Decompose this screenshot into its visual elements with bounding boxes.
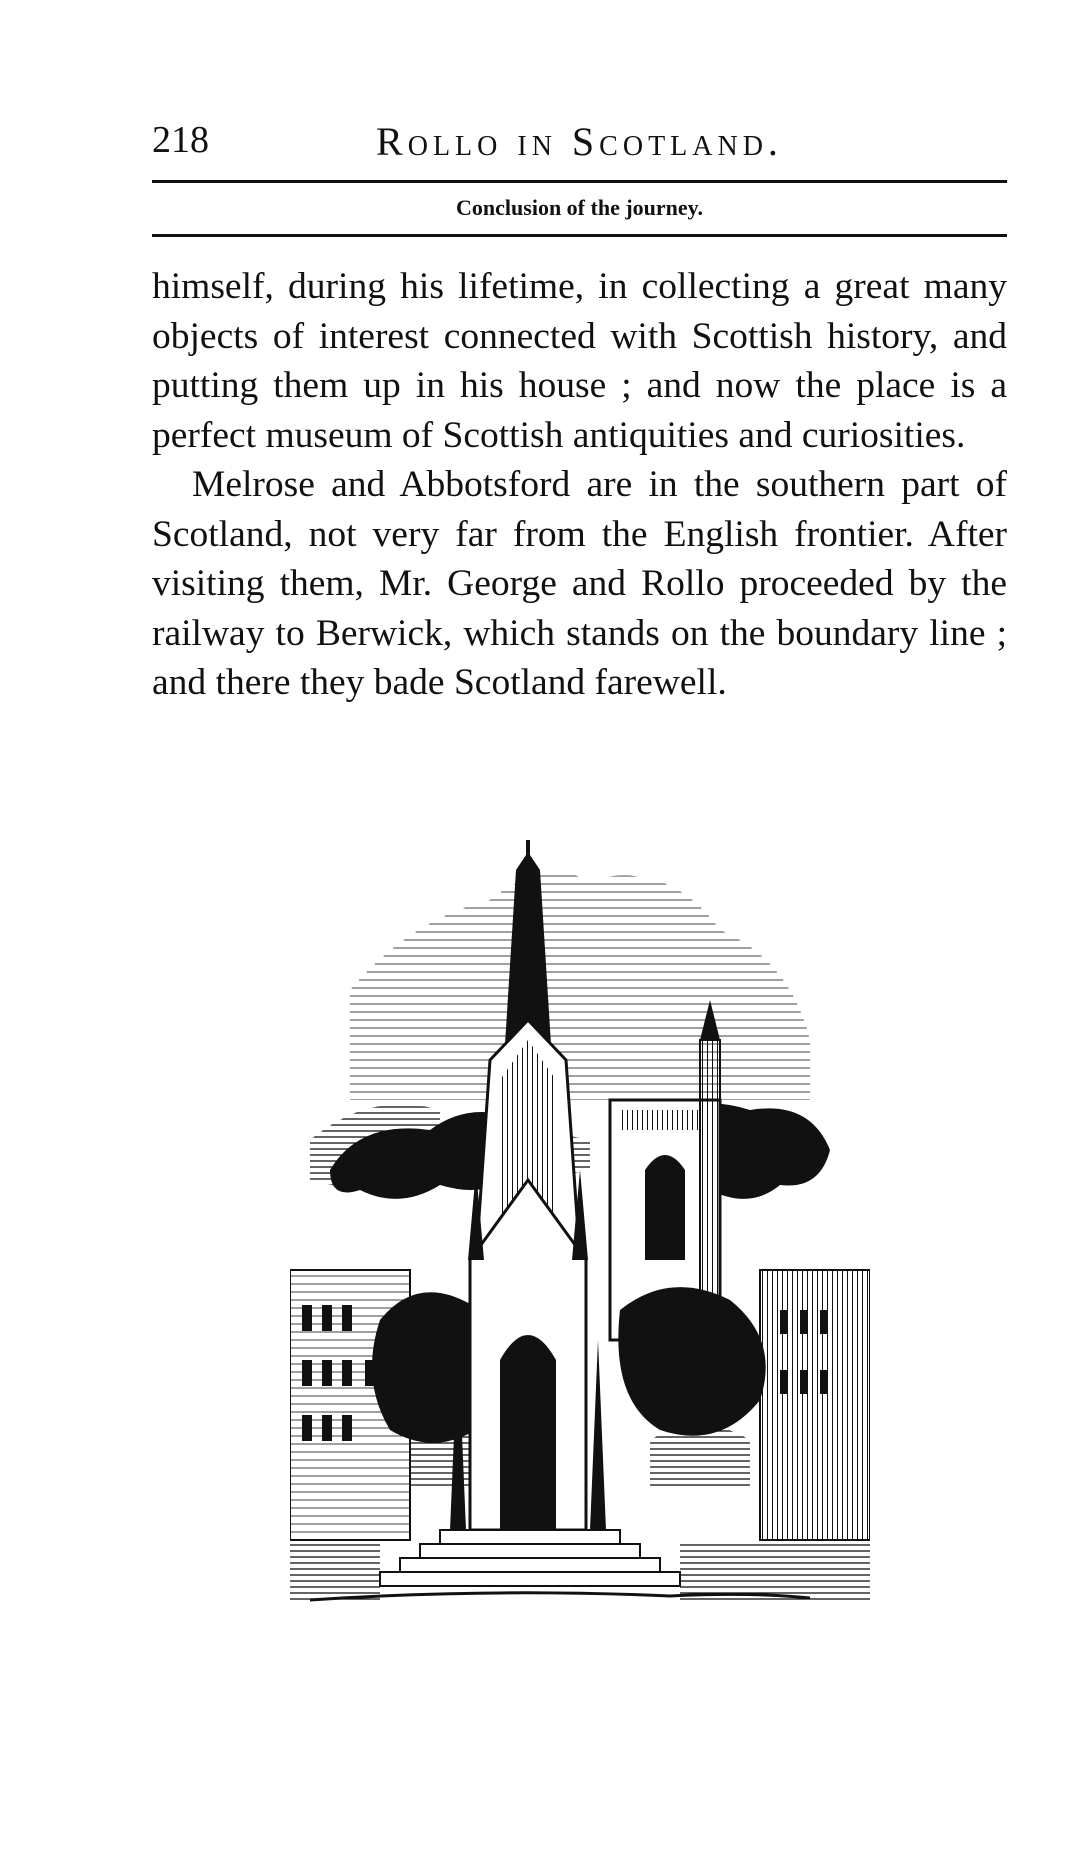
- header-rule-top: [152, 180, 1007, 183]
- section-subheading: Conclusion of the journey.: [456, 195, 703, 220]
- monument-engraving: [290, 840, 870, 1615]
- steps: [380, 1530, 680, 1586]
- paragraph-continuation: himself, during his lifetime, in collecting a great many objects of interest connected with Scottish history, and putting them up in his house ; and now the place is a perfect museum of Scottish antiquities and curiosities.: [152, 266, 1007, 456]
- running-title: Rollo in Scotland.: [376, 119, 783, 164]
- body-text: [152, 262, 1007, 708]
- running-head: [152, 112, 1007, 168]
- right-buildings: [760, 1270, 870, 1540]
- header-rule-bottom: [152, 234, 1007, 237]
- page-number: 218: [152, 119, 209, 161]
- paragraph-melrose: Melrose and Abbotsford are in the southern part of Scotland, not very far from the English frontier. After visiting them, Mr. George and Rollo proceeded by the railway to Berwick, which stands on the boundary line ; and there they bade Scotland farewell.: [152, 464, 1007, 703]
